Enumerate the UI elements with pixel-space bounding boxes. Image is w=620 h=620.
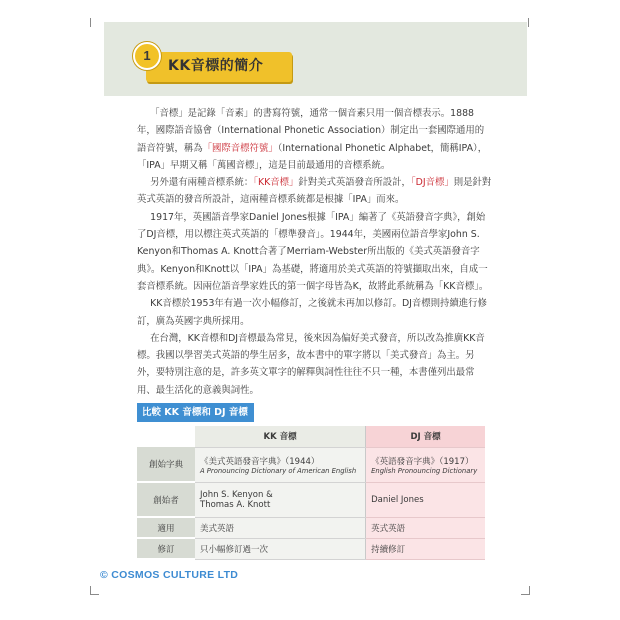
dj-cell: 《英語發音字典》（1917） English Pronouncing Dictionary — [366, 447, 485, 482]
kk-cell: 《美式英語發音字典》（1944） A Pronouncing Dictionary of American English — [195, 447, 366, 482]
crop-mark — [529, 586, 530, 595]
crop-mark — [90, 594, 99, 595]
dj-cell: 英式英語 — [366, 517, 485, 538]
table-row — [137, 482, 485, 517]
highlight-term: 「國際音標符號」 — [202, 142, 278, 154]
crop-mark — [90, 18, 91, 27]
paragraph: KK音標於1953年有過一次小幅修訂，之後就未再加以修訂。DJ音標則持續進行修訂，廣為英國字典所採用。 — [137, 298, 487, 327]
paragraph: 另外還有兩種音標系統：「KK音標」針對美式英語發音所設計，「DJ音標」則是針對英式英語的發音所設計，這兩種音標系統都是根據「IPA」而來。 — [137, 177, 492, 206]
paragraph: 「音標」是記錄「音素」的書寫符號，通常一個音素只用一個音標表示。1888年，國際語音協會（International Phonetic Association）制定出一套國際通用的語音符號，稱為「國際音標符號」（International Phonetic Alphabet，簡稱IPA），「IPA」早期又稱「萬國音標」，這是目前最通用的音標系統。 — [137, 108, 488, 171]
table-corner — [137, 426, 195, 447]
kk-cell: 美式英語 — [195, 517, 366, 538]
page-title: KK音標的簡介 — [168, 58, 264, 74]
table-row — [137, 447, 485, 482]
row-label: 創始者 — [137, 482, 195, 517]
paragraph: 1917年，英國語音學家Daniel Jones根據「IPA」編著了《英語發音字典》，創始了DJ音標，用以標注英式英語的「標準發音」。1944年，美國兩位語音學家John S. Kenyon和Thomas A. Knott合著了Merriam-Webster所出版的《美式英語發音字典》。Kenyon和Knott以「IPA」為基礎，將適用於美式英語的符號擷取出來，自成一套音標系統。因兩位語音學家姓氏的第一個字母皆為K，故將此系統稱為「KK音標」。 — [137, 211, 489, 292]
crop-mark — [528, 18, 529, 27]
dj-cell: 持續修訂 — [366, 538, 485, 559]
column-header-dj: DJ 音標 — [366, 426, 485, 447]
comparison-title: 比較 KK 音標和 DJ 音標 — [137, 403, 254, 422]
column-header-kk: KK 音標 — [195, 426, 366, 447]
body-text — [137, 105, 492, 399]
copyright-footer: © COSMOS CULTURE LTD — [100, 569, 239, 581]
comparison-table — [137, 426, 485, 560]
kk-cell: John S. Kenyon & Thomas A. Knott — [195, 482, 366, 517]
table-row — [137, 538, 485, 559]
section-number-badge: 1 — [133, 42, 161, 70]
row-label: 適用 — [137, 517, 195, 538]
highlight-term: 「DJ音標」 — [410, 177, 454, 189]
row-label: 創始字典 — [137, 447, 195, 482]
paragraph: 在台灣，KK音標和DJ音標最為常見，後來因為偏好美式發音，所以改為推廣KK音標。我國以學習美式英語的學生居多，故本書中的單字將以「美式發音」為主。另外，要特別注意的是，許多英文單字的解釋與詞性往往不只一種，本書僅列出最常用、最生活化的意義與詞性。 — [137, 332, 485, 396]
row-label: 修訂 — [137, 538, 195, 559]
table-row — [137, 517, 485, 538]
highlight-term: 「KK音標」 — [253, 177, 299, 189]
crop-mark — [90, 586, 91, 595]
dj-cell: Daniel Jones — [366, 482, 485, 517]
kk-cell: 只小幅修訂過一次 — [195, 538, 366, 559]
table-header-row — [137, 426, 485, 447]
